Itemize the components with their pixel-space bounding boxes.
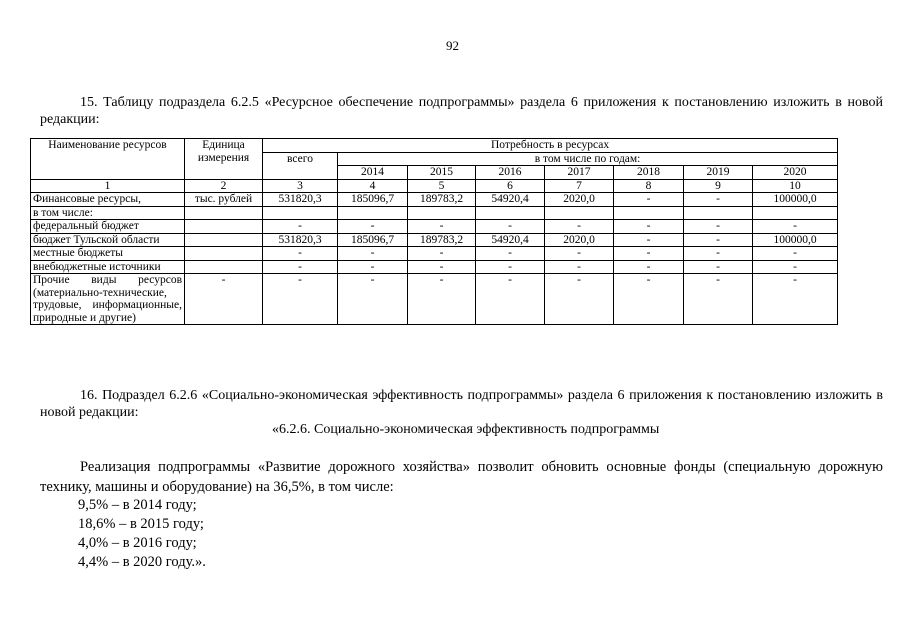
value-cell: - bbox=[684, 220, 753, 234]
value-cell: - bbox=[684, 247, 753, 261]
unit-cell bbox=[185, 260, 263, 274]
value-cell bbox=[263, 206, 338, 220]
index-cell: 6 bbox=[476, 179, 545, 193]
value-cell: - bbox=[408, 260, 476, 274]
value-cell: - bbox=[263, 274, 338, 325]
index-cell: 1 bbox=[31, 179, 185, 193]
value-cell: - bbox=[614, 260, 684, 274]
value-cell: - bbox=[263, 220, 338, 234]
value-cell: - bbox=[408, 274, 476, 325]
table-row bbox=[31, 193, 838, 207]
value-cell bbox=[476, 206, 545, 220]
value-cell: - bbox=[753, 260, 838, 274]
table-row bbox=[31, 247, 838, 261]
value-cell: - bbox=[753, 274, 838, 325]
index-cell: 9 bbox=[684, 179, 753, 193]
value-cell: - bbox=[338, 220, 408, 234]
subheading: «6.2.6. Социально-экономическая эффективность подпрограммы bbox=[272, 422, 660, 437]
value-cell: - bbox=[614, 220, 684, 234]
page-number: 92 bbox=[446, 38, 459, 53]
value-cell: - bbox=[684, 233, 753, 247]
unit-cell bbox=[185, 220, 263, 234]
value-cell: - bbox=[614, 233, 684, 247]
value-cell: - bbox=[545, 247, 614, 261]
value-cell bbox=[614, 206, 684, 220]
header-year: 2018 bbox=[614, 166, 684, 180]
table-row bbox=[31, 274, 838, 325]
table-row bbox=[31, 206, 838, 220]
resource-name-cell: Финансовые ресурсы, bbox=[31, 193, 185, 207]
header-total: всего bbox=[263, 152, 338, 179]
value-cell bbox=[684, 206, 753, 220]
index-cell: 8 bbox=[614, 179, 684, 193]
table-row bbox=[31, 233, 838, 247]
value-cell: - bbox=[338, 247, 408, 261]
value-cell: - bbox=[753, 220, 838, 234]
header-year: 2017 bbox=[545, 166, 614, 180]
value-cell: - bbox=[263, 260, 338, 274]
value-cell: - bbox=[545, 260, 614, 274]
paragraph-16: 16. Подраздел 6.2.6 «Социально-экономическая эффективность подпрограммы» раздела 6 приложения к постановлению изложить в новой редакции: bbox=[40, 388, 883, 420]
unit-cell bbox=[185, 233, 263, 247]
table-row bbox=[31, 220, 838, 234]
value-cell: - bbox=[614, 274, 684, 325]
value-cell: 189783,2 bbox=[408, 193, 476, 207]
value-cell: - bbox=[545, 274, 614, 325]
value-cell: - bbox=[476, 220, 545, 234]
value-cell: - bbox=[263, 247, 338, 261]
table-index-row bbox=[31, 179, 838, 193]
value-cell: 54920,4 bbox=[476, 193, 545, 207]
list-item: 18,6% – в 2015 году; bbox=[78, 516, 204, 532]
value-cell bbox=[408, 206, 476, 220]
table-row bbox=[31, 260, 838, 274]
value-cell: - bbox=[338, 260, 408, 274]
value-cell: 531820,3 bbox=[263, 233, 338, 247]
value-cell: - bbox=[545, 220, 614, 234]
value-cell bbox=[545, 206, 614, 220]
value-cell: 2020,0 bbox=[545, 233, 614, 247]
value-cell: 189783,2 bbox=[408, 233, 476, 247]
value-cell: - bbox=[614, 193, 684, 207]
value-cell: 185096,7 bbox=[338, 233, 408, 247]
resource-name-cell: в том числе: bbox=[31, 206, 185, 220]
list-item: 9,5% – в 2014 году; bbox=[78, 497, 197, 513]
unit-cell bbox=[185, 206, 263, 220]
value-cell: 531820,3 bbox=[263, 193, 338, 207]
value-cell: - bbox=[684, 260, 753, 274]
value-cell: - bbox=[408, 220, 476, 234]
unit-cell: - bbox=[185, 274, 263, 325]
value-cell: 2020,0 bbox=[545, 193, 614, 207]
value-cell: - bbox=[684, 274, 753, 325]
header-year: 2014 bbox=[338, 166, 408, 180]
index-cell: 5 bbox=[408, 179, 476, 193]
index-cell: 10 bbox=[753, 179, 838, 193]
header-year: 2016 bbox=[476, 166, 545, 180]
paragraph-implementation: Реализация подпрограммы «Развитие дорожного хозяйства» позволит обновить основные фонды (специальную дорожную технику, машины и оборудование) на 36,5%, в том числе: bbox=[40, 459, 883, 495]
table-header-row bbox=[31, 139, 838, 153]
resource-name-cell: внебюджетные источники bbox=[31, 260, 185, 274]
header-year: 2019 bbox=[684, 166, 753, 180]
resource-name-cell: местные бюджеты bbox=[31, 247, 185, 261]
value-cell: 100000,0 bbox=[753, 193, 838, 207]
value-cell: - bbox=[476, 274, 545, 325]
resource-name-cell: Прочие виды ресурсов (материально-технические, трудовые, информационные, природные и другие) bbox=[31, 274, 185, 325]
value-cell: - bbox=[338, 274, 408, 325]
header-year: 2020 bbox=[753, 166, 838, 180]
value-cell: - bbox=[614, 247, 684, 261]
header-need: Потребность в ресурсах bbox=[263, 139, 838, 153]
header-name: Наименование ресурсов bbox=[31, 139, 185, 180]
value-cell: - bbox=[753, 247, 838, 261]
resource-name-cell: федеральный бюджет bbox=[31, 220, 185, 234]
value-cell bbox=[338, 206, 408, 220]
index-cell: 7 bbox=[545, 179, 614, 193]
unit-cell bbox=[185, 247, 263, 261]
value-cell: 185096,7 bbox=[338, 193, 408, 207]
paragraph-15: 15. Таблицу подраздела 6.2.5 «Ресурсное обеспечение подпрограммы» раздела 6 приложения к постановлению изложить в новой редакции: bbox=[40, 95, 883, 127]
value-cell: - bbox=[684, 193, 753, 207]
header-year: 2015 bbox=[408, 166, 476, 180]
resource-name-cell: бюджет Тульской области bbox=[31, 233, 185, 247]
list-item: 4,4% – в 2020 году.». bbox=[78, 554, 206, 570]
unit-cell: тыс. рублей bbox=[185, 193, 263, 207]
index-cell: 4 bbox=[338, 179, 408, 193]
value-cell bbox=[753, 206, 838, 220]
value-cell: 54920,4 bbox=[476, 233, 545, 247]
value-cell: - bbox=[476, 260, 545, 274]
list-item: 4,0% – в 2016 году; bbox=[78, 535, 197, 551]
index-cell: 2 bbox=[185, 179, 263, 193]
value-cell: - bbox=[476, 247, 545, 261]
header-unit: Единица измерения bbox=[185, 139, 263, 180]
value-cell: 100000,0 bbox=[753, 233, 838, 247]
table-body bbox=[31, 193, 838, 325]
value-cell: - bbox=[408, 247, 476, 261]
index-cell: 3 bbox=[263, 179, 338, 193]
header-by-years: в том числе по годам: bbox=[338, 152, 838, 166]
resources-table bbox=[30, 138, 838, 325]
